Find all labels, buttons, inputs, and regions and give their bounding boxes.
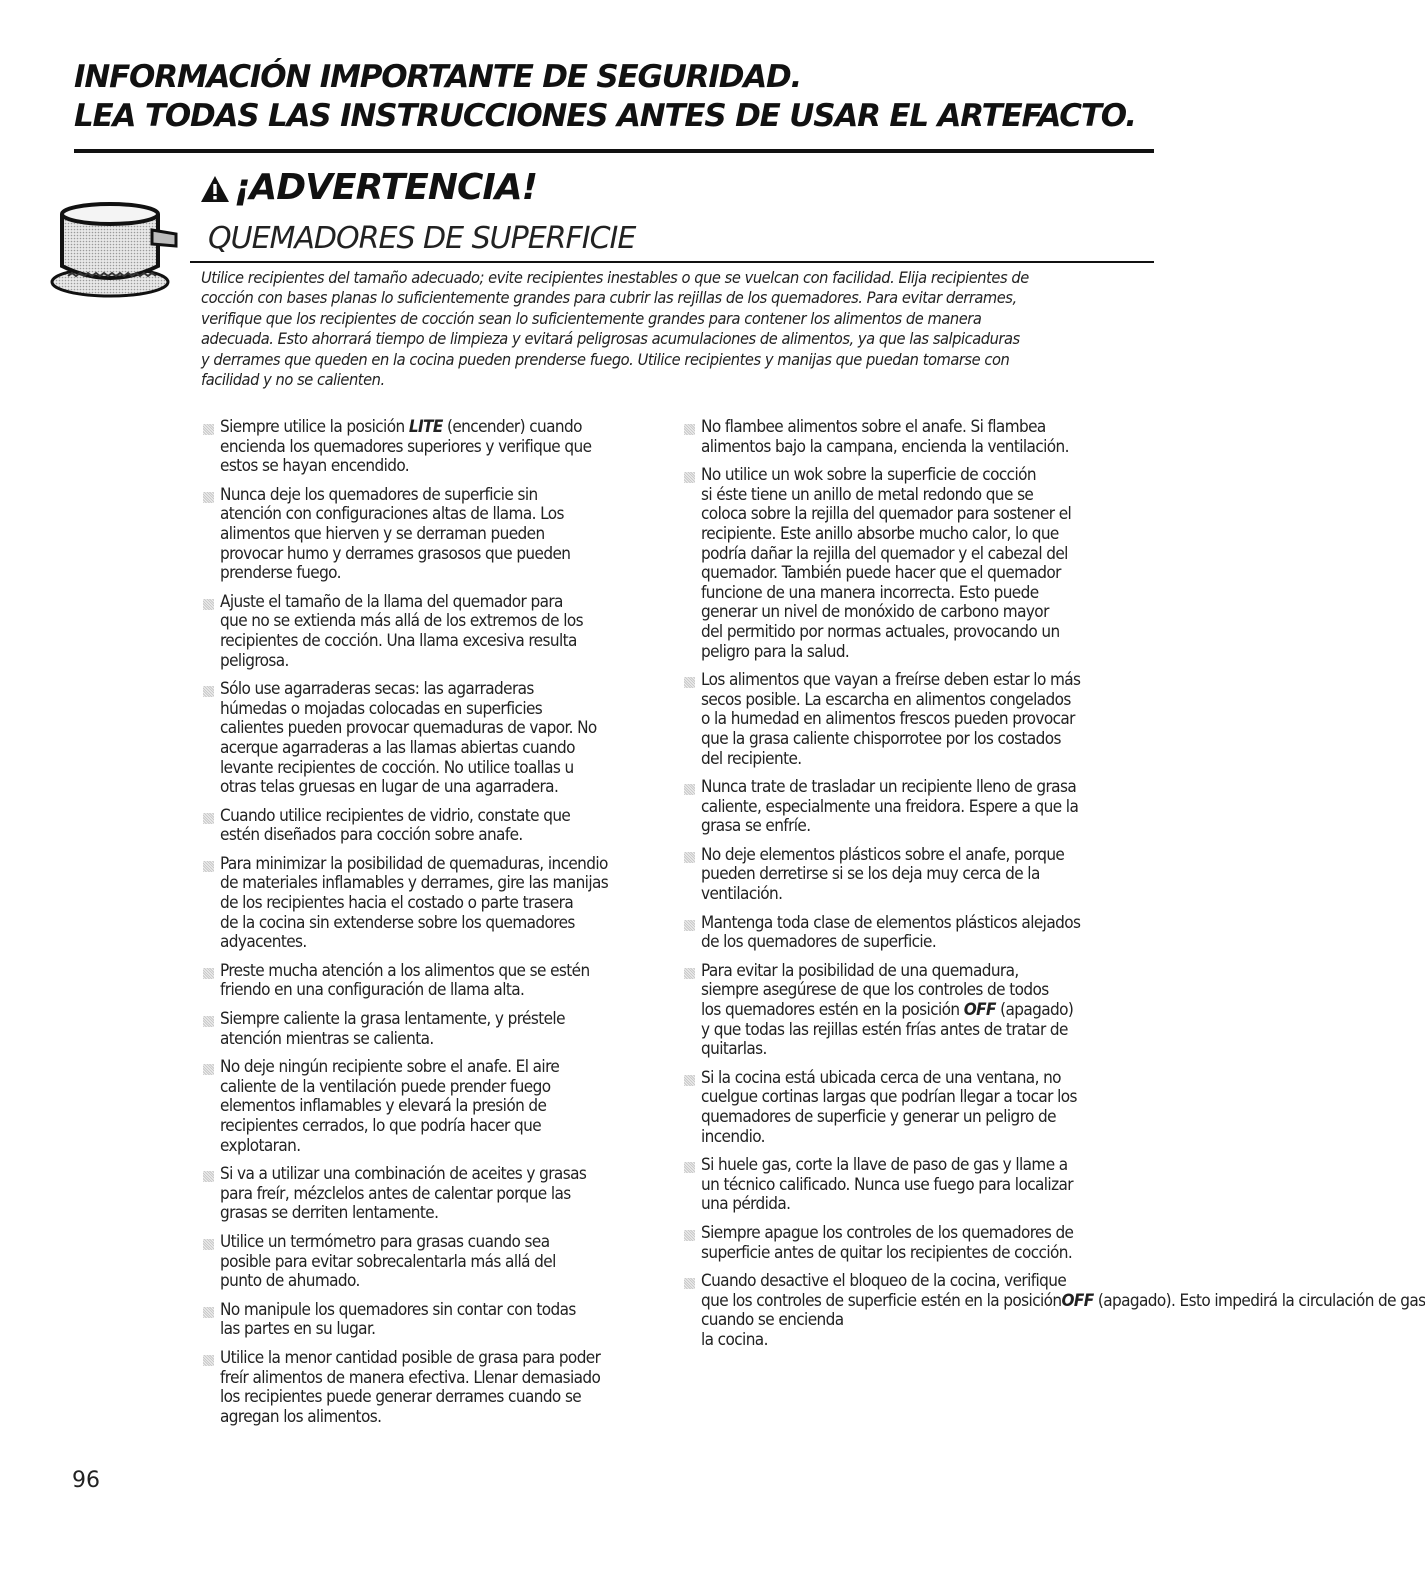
bullet-icon — [203, 968, 214, 979]
list-item-line — [701, 603, 1149, 623]
emphasis-text: LITE — [408, 417, 443, 437]
list-item-line — [220, 438, 663, 458]
list-item-line — [220, 874, 663, 894]
list-item-line — [701, 1040, 1149, 1060]
warning-title-text: ¡ADVERTENCIA! — [234, 167, 538, 208]
list-item-line — [220, 545, 663, 565]
bullet-icon — [203, 424, 214, 435]
list-item — [203, 1010, 663, 1049]
list-item-text: Utilice un termómetro para grasas cuando sea — [220, 1231, 550, 1252]
list-item-line — [220, 807, 663, 827]
list-item-line — [220, 1253, 663, 1273]
list-item-line — [220, 505, 663, 525]
list-item-line — [701, 817, 1149, 837]
list-item-text: la cocina. — [701, 1329, 768, 1350]
bullet-icon — [684, 1278, 695, 1289]
list-item-text: incendio. — [701, 1126, 765, 1147]
list-item-text: y que todas las rejillas estén frías antes de tratar de — [701, 1019, 1068, 1040]
list-item-text: No flambee alimentos sobre el anafe. Si flambea — [701, 417, 1046, 437]
list-item — [684, 914, 1149, 953]
list-item-line — [220, 525, 663, 545]
list-item-text: posible para evitar sobrecalentarla más allá del — [220, 1251, 556, 1272]
list-item — [203, 807, 663, 846]
list-item-line — [701, 798, 1149, 818]
list-item-line — [220, 1408, 663, 1428]
list-item-line — [701, 914, 1149, 934]
list-item-line — [701, 1176, 1149, 1196]
list-item-text: quemador. También puede hacer que el quemador — [701, 563, 1061, 584]
list-item-text: peligro para la salud. — [701, 641, 850, 662]
list-item-text: encienda los quemadores superiores y verifique que — [220, 436, 592, 457]
list-item-text: Si huele gas, corte la llave de paso de gas y llame a — [701, 1155, 1068, 1176]
list-item-line — [220, 981, 663, 1001]
intro-line: Utilice recipientes del tamaño adecuado; evite recipientes inestables o que se vuelcan con facilidad. Elija recipientes de — [201, 268, 1029, 287]
list-item-text: de la cocina sin extenderse sobre los quemadores — [220, 912, 575, 933]
list-item-line — [701, 1001, 1149, 1021]
bullet-icon — [684, 472, 695, 483]
bullet-icon — [203, 813, 214, 824]
bullet-icon — [203, 686, 214, 697]
bullet-icon — [203, 1016, 214, 1027]
list-item-text: que no se extienda más allá de los extremos de los — [220, 611, 583, 632]
list-item-text: otras telas gruesas en lugar de una agarradera. — [220, 777, 559, 798]
list-item-text: (encender) cuando — [442, 417, 582, 437]
list-item-line — [701, 1128, 1149, 1148]
list-item-text: para freír, mézclelos antes de calentar porque las — [220, 1183, 571, 1204]
list-item-text: estos se hayan encendido. — [220, 456, 410, 477]
list-item-text: Ajuste el tamaño de la llama del quemador para — [220, 591, 563, 612]
bullet-icon — [684, 852, 695, 863]
list-item-line — [220, 593, 663, 613]
list-item-line — [701, 1069, 1149, 1089]
list-item-line — [220, 894, 663, 914]
list-item-text: No deje elementos plásticos sobre el anafe, porque — [701, 844, 1065, 865]
bullet-icon — [203, 599, 214, 610]
list-item-line — [220, 1349, 663, 1369]
list-item-text: acerque agarraderas a las llamas abiertas cuando — [220, 737, 575, 758]
list-item-text: que los controles de superficie estén en la posición — [701, 1290, 1062, 1311]
list-item — [684, 671, 1149, 769]
list-item-text: Para minimizar la posibilidad de quemaduras, incendio — [220, 853, 608, 874]
list-item-text: Siempre apague los controles de los quemadores de — [701, 1222, 1074, 1243]
list-item — [203, 962, 663, 1001]
list-item-text: superficie antes de quitar los recipientes de cocción. — [701, 1242, 1073, 1263]
list-item — [203, 1165, 663, 1224]
list-item-text: funcione de una manera incorrecta. Esto puede — [701, 582, 1039, 603]
list-item-line — [220, 700, 663, 720]
list-item-text: de los quemadores de superficie. — [701, 932, 937, 953]
intro-line: cocción con bases planas lo suficientemente grandes para cubrir las rejillas de los quemadores. Para evitar derrames, — [201, 288, 1017, 308]
list-item-line — [701, 438, 1149, 458]
list-item — [203, 1349, 663, 1427]
list-item-line — [220, 914, 663, 934]
list-item-text: Sólo use agarraderas secas: las agarraderas — [220, 679, 534, 700]
list-item-text: Siempre caliente la grasa lentamente, y préstele — [220, 1009, 565, 1030]
list-item-text: peligrosa. — [220, 650, 289, 671]
list-item-text: o la humedad en alimentos frescos pueden provocar — [701, 709, 1075, 730]
subtitle-rule — [190, 261, 1154, 263]
list-item-text: quemadores de superficie y generar un peligro de — [701, 1107, 1056, 1127]
list-item-text: adyacentes. — [220, 932, 307, 953]
list-item-line — [701, 505, 1149, 525]
bullet-icon — [684, 920, 695, 931]
list-item-text: los quemadores estén en la posición — [701, 1000, 964, 1021]
list-item — [203, 593, 663, 671]
list-item-text: Para evitar la posibilidad de una quemadura, — [701, 960, 1019, 981]
list-item-line — [220, 1010, 663, 1030]
list-item-line — [701, 584, 1149, 604]
list-item-line — [701, 564, 1149, 584]
list-item-text: provocar humo y derrames grasosos que pueden — [220, 543, 571, 564]
list-item-text: que la grasa caliente chisporrotee por los costados — [701, 728, 1061, 749]
list-item — [684, 1156, 1149, 1215]
list-item-text: agregan los alimentos. — [220, 1406, 382, 1427]
list-item-line — [220, 632, 663, 652]
bullet-icon — [684, 1075, 695, 1086]
list-item-text: grasas se derriten lentamente. — [220, 1203, 439, 1224]
list-item-text: húmedas o mojadas colocadas en superficies — [220, 698, 543, 719]
intro-line: facilidad y no se calienten. — [201, 370, 385, 390]
list-item-line — [220, 418, 663, 438]
list-item-text: quitarlas. — [701, 1039, 767, 1060]
list-item-line — [701, 710, 1149, 730]
list-item-text: Cuando desactive el bloqueo de la cocina, verifique — [701, 1271, 1067, 1292]
list-item — [203, 1058, 663, 1156]
list-item-text: Nunca deje los quemadores de superficie sin — [220, 484, 538, 505]
list-item-text: siempre asegúrese de que los controles de todos — [701, 980, 1049, 1001]
list-item-line — [220, 719, 663, 739]
list-item-line — [220, 1388, 663, 1408]
list-item-text: cuelgue cortinas largas que podrían llegar a tocar los — [701, 1087, 1077, 1108]
list-item — [684, 778, 1149, 837]
list-item-line — [220, 1185, 663, 1205]
emphasis-text: OFF — [963, 1000, 996, 1021]
list-item-text: alimentos que hierven y se derraman pueden — [220, 523, 545, 544]
list-item — [203, 680, 663, 798]
list-item-line — [701, 885, 1149, 905]
list-item-text: Utilice la menor cantidad posible de grasa para poder — [220, 1347, 601, 1368]
list-item-line — [220, 1204, 663, 1224]
list-item-line — [220, 1233, 663, 1253]
list-item — [684, 1069, 1149, 1147]
bullet-icon — [203, 1064, 214, 1075]
list-item-text: recipientes de cocción. Una llama excesiva resulta — [220, 630, 577, 651]
list-item-line — [701, 962, 1149, 982]
list-item-line — [701, 1195, 1149, 1215]
list-item-text: generar un nivel de monóxido de carbono mayor — [701, 602, 1049, 623]
list-item-text: No manipule los quemadores sin contar con todas — [220, 1299, 576, 1320]
list-item-text: No utilice un wok sobre la superficie de cocción — [701, 465, 1036, 486]
list-item — [684, 1271, 1425, 1350]
list-item-text: del recipiente. — [701, 748, 802, 769]
list-item-text: grasa se enfríe. — [701, 816, 811, 837]
list-item-text: caliente de la ventilación puede prender fuego — [220, 1076, 551, 1097]
left-column — [203, 418, 663, 1436]
list-item-text: recipientes cerrados, lo que podría hacer que — [220, 1116, 542, 1136]
list-item-line — [701, 1272, 1149, 1292]
list-item-line — [701, 846, 1149, 866]
list-item-line — [220, 1137, 663, 1157]
bullet-icon — [684, 1162, 695, 1173]
list-item-line — [701, 865, 1149, 885]
list-item — [203, 486, 663, 584]
bullet-icon — [684, 1230, 695, 1241]
list-item-line — [220, 933, 663, 953]
list-item-text: Siempre utilice la posición — [220, 417, 409, 437]
list-item-text: No deje ningún recipiente sobre el anafe. El aire — [220, 1057, 560, 1078]
list-item-text: ventilación. — [701, 884, 783, 905]
list-item-text: estén diseñados para cocción sobre anafe. — [220, 825, 523, 846]
list-item-line — [220, 1058, 663, 1078]
list-item — [684, 962, 1149, 1060]
list-item — [684, 418, 1149, 457]
list-item-line — [701, 1088, 1149, 1108]
list-item-text: del permitido por normas actuales, provocando un — [701, 621, 1060, 642]
list-item-text: alimentos bajo la campana, encienda la ventilación. — [701, 436, 1069, 457]
list-item-text: punto de ahumado. — [220, 1271, 360, 1292]
list-item-text: elementos inflamables y elevará la presión de — [220, 1096, 547, 1117]
page-header — [74, 58, 1154, 136]
list-item-text: Si va a utilizar una combinación de aceites y grasas — [220, 1164, 587, 1185]
list-item-text: Preste mucha atención a los alimentos que se estén — [220, 960, 590, 981]
list-item-line — [220, 1369, 663, 1389]
list-item-text: las partes en su lugar. — [220, 1319, 376, 1340]
list-item — [203, 418, 663, 477]
list-item-text: prenderse fuego. — [220, 563, 341, 584]
list-item-line — [701, 1108, 1149, 1128]
list-item-line — [220, 680, 663, 700]
list-item-text: los recipientes puede generar derrames cuando se — [220, 1387, 582, 1408]
list-item — [684, 846, 1149, 905]
list-item-line — [220, 778, 663, 798]
list-item-line — [701, 643, 1149, 663]
bullet-icon — [203, 1355, 214, 1366]
list-item-text: coloca sobre la rejilla del quemador para sostener el — [701, 504, 1072, 525]
page-number: 96 — [72, 1468, 100, 1493]
bullet-icon — [684, 784, 695, 795]
list-item-line — [220, 1165, 663, 1185]
list-item-line — [701, 933, 1149, 953]
list-item-text: cuando se encienda — [701, 1310, 844, 1331]
list-item-text: de materiales inflamables y derrames, gire las manijas — [220, 873, 609, 894]
list-item-text: calientes pueden provocar quemaduras de vapor. No — [220, 718, 597, 739]
bullet-icon — [684, 968, 695, 979]
list-item-line — [701, 525, 1149, 545]
list-item-line — [701, 730, 1149, 750]
list-item — [203, 855, 663, 953]
list-item-line — [701, 1224, 1149, 1244]
list-item-line — [220, 457, 663, 477]
list-item-text: pueden derretirse si se los deja muy cerca de la — [701, 864, 1040, 885]
intro-paragraph — [201, 268, 1151, 390]
list-item-line — [220, 1117, 663, 1137]
intro-line: y derrames que queden en la cocina pueden prenderse fuego. Utilice recipientes y manijas que puedan tomarse con — [201, 349, 1010, 369]
list-item-line — [701, 1244, 1149, 1264]
list-item-text: levante recipientes de cocción. No utilice toallas u — [220, 757, 574, 778]
header-line-1: INFORMACIÓN IMPORTANTE DE SEGURIDAD. — [74, 59, 802, 95]
header-line-2: LEA TODAS LAS INSTRUCCIONES ANTES DE USAR EL ARTEFACTO. — [74, 98, 1136, 134]
list-item-line — [701, 981, 1149, 1001]
list-item-line — [701, 1311, 1149, 1331]
emphasis-text: OFF — [1061, 1290, 1094, 1311]
list-item-line — [220, 486, 663, 506]
bullet-icon — [203, 1171, 214, 1182]
list-item-text: atención con configuraciones altas de llama. Los — [220, 504, 564, 525]
list-item-line — [701, 1021, 1149, 1041]
list-item-line — [701, 671, 1149, 691]
list-item-line — [220, 1030, 663, 1050]
list-item-line — [220, 826, 663, 846]
list-item-line — [701, 1290, 1425, 1312]
list-item-line — [220, 652, 663, 672]
list-item-line — [701, 778, 1149, 798]
list-item — [203, 1233, 663, 1292]
list-item-text: podría dañar la rejilla del quemador y el cabezal del — [701, 543, 1068, 564]
bullet-icon — [203, 1239, 214, 1250]
list-item-text: freír alimentos de manera efectiva. Llenar demasiado — [220, 1367, 601, 1388]
right-column — [684, 417, 1425, 1360]
cooking-pot-icon — [52, 186, 184, 310]
bullet-icon — [684, 424, 695, 435]
list-item-text: explotaran. — [220, 1135, 301, 1156]
list-item-line — [220, 855, 663, 875]
list-item-line — [701, 1331, 1149, 1351]
bullet-icon — [684, 677, 695, 688]
list-item-line — [701, 418, 1149, 438]
list-item-line — [220, 564, 663, 584]
header-rule — [74, 149, 1154, 153]
list-item-text: Los alimentos que vayan a freírse deben estar lo más — [701, 670, 1081, 691]
bullet-icon — [203, 1307, 214, 1318]
list-item-line — [220, 1272, 663, 1292]
list-item-line — [701, 1156, 1149, 1176]
list-item-text: un técnico calificado. Nunca use fuego para localizar — [701, 1174, 1073, 1195]
section-subtitle: QUEMADORES DE SUPERFICIE — [208, 221, 636, 256]
intro-line: adecuada. Esto ahorrará tiempo de limpieza y evitará peligrosas acumulaciones de alimentos, ya que las salpicaduras — [201, 329, 1020, 349]
list-item-text: (apagado). Esto impedirá la circulación de gas — [1093, 1290, 1425, 1311]
list-item-line — [701, 486, 1149, 506]
list-item-text: Mantenga toda clase de elementos plásticos alejados — [701, 912, 1081, 933]
list-item-line — [220, 1320, 663, 1340]
list-item-line — [220, 1301, 663, 1321]
list-item-text: atención mientras se calienta. — [220, 1028, 434, 1049]
list-item-line — [701, 750, 1149, 770]
list-item-line — [701, 545, 1149, 565]
list-item-text: friendo en una configuración de llama alta. — [220, 980, 525, 1001]
list-item-text: de los recipientes hacia el costado o parte trasera — [220, 893, 574, 914]
list-item-line — [220, 962, 663, 982]
list-item-line — [701, 466, 1149, 486]
list-item-line — [701, 691, 1149, 711]
list-item — [203, 1301, 663, 1340]
list-item-text: si éste tiene un anillo de metal redondo que se — [701, 484, 1034, 505]
list-item-text: recipiente. Este anillo absorbe mucho calor, lo que — [701, 523, 1059, 544]
bullet-icon — [203, 861, 214, 872]
warning-triangle-icon — [200, 175, 230, 203]
list-item-line — [220, 1078, 663, 1098]
list-item-text: caliente, especialmente una freidora. Espere a que la — [701, 796, 1079, 817]
list-item-text: secos posible. La escarcha en alimentos congelados — [701, 689, 1071, 710]
list-item-line — [220, 1097, 663, 1117]
list-item-text: Nunca trate de trasladar un recipiente lleno de grasa — [701, 777, 1077, 798]
list-item — [684, 466, 1149, 662]
bullet-icon — [203, 492, 214, 503]
list-item-text: (apagado) — [995, 1000, 1074, 1021]
list-item-line — [220, 612, 663, 632]
list-item-text: Cuando utilice recipientes de vidrio, constate que — [220, 805, 571, 826]
list-item — [684, 1224, 1149, 1263]
list-item-line — [701, 623, 1149, 643]
warning-title — [200, 166, 537, 210]
list-item-line — [220, 739, 663, 759]
list-item-line — [220, 759, 663, 779]
list-item-text: Si la cocina está ubicada cerca de una ventana, no — [701, 1067, 1061, 1088]
intro-line: verifique que los recipientes de cocción sean lo suficientemente grandes para contener los alimentos de manera — [201, 308, 982, 328]
list-item-text: una pérdida. — [701, 1194, 791, 1215]
